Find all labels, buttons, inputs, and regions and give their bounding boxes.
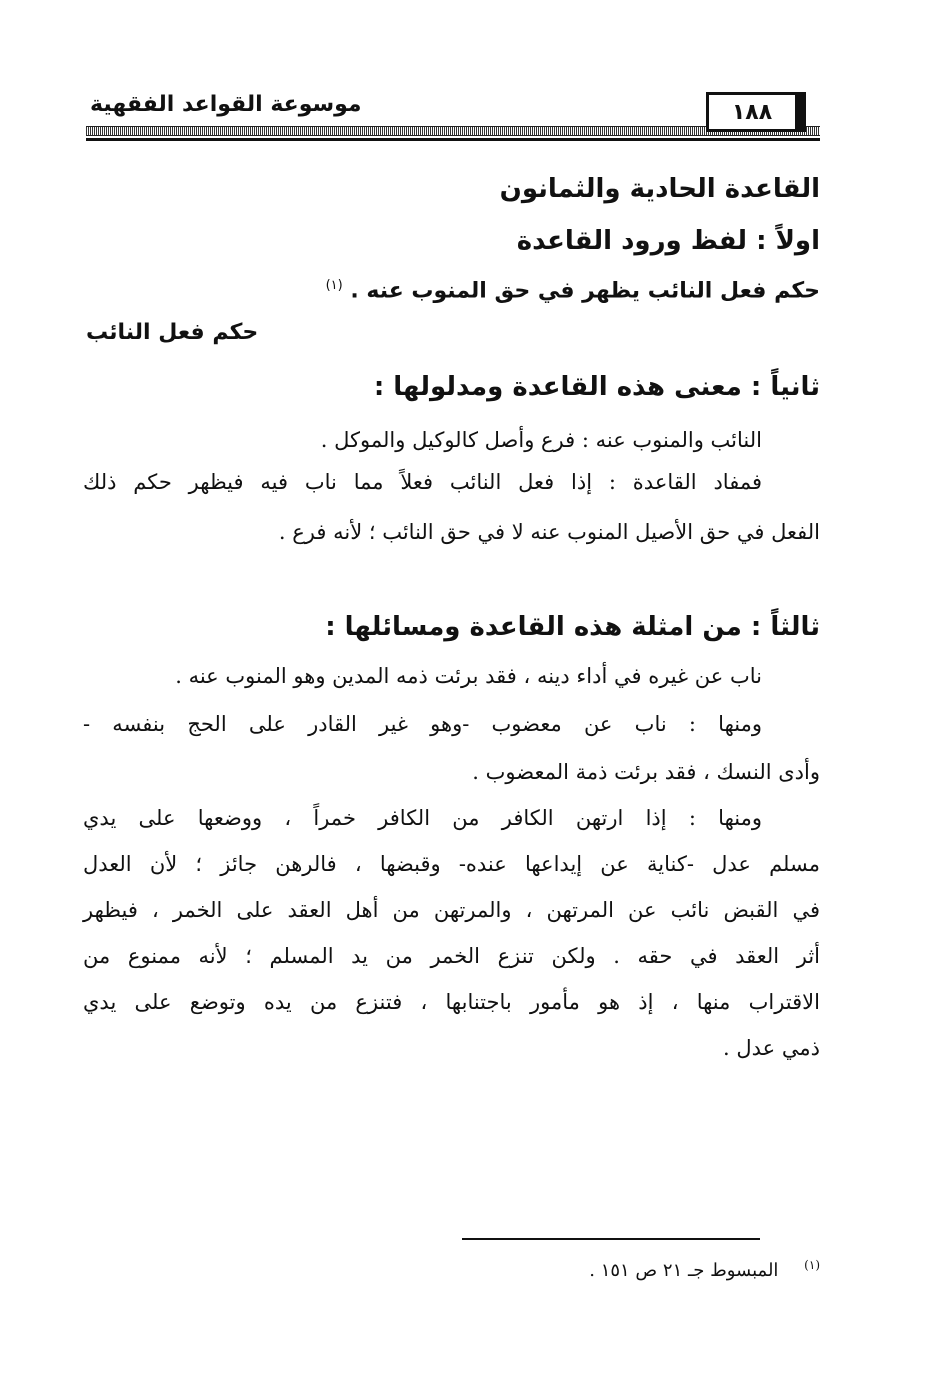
paragraph-line: أثر العقد في حقه . ولكن تنزع الخمر من يد المسلم ؛ لأنه ممنوع من xyxy=(83,944,820,968)
paragraph-line: في القبض نائب عن المرتهن ، والمرتهن من أهل العقد على الخمر ، فيظهر xyxy=(83,898,820,922)
book-title: موسوعة القواعد الفقهية xyxy=(90,92,362,117)
rule-short-form: حكم فعل النائب xyxy=(86,320,259,345)
page-number-box-shadow xyxy=(798,92,806,132)
paragraph-line: مسلم عدل -كناية عن إيداعها عنده- وقبضها ، فالرهن جائز ؛ لأن العدل xyxy=(83,852,820,876)
paragraph-line: ومنها : إذا ارتهن الكافر من الكافر خمراً ، ووضعها على يدي xyxy=(83,806,762,830)
rule-statement xyxy=(326,278,820,303)
paragraph-line: الفعل في حق الأصيل المنوب عنه لا في حق النائب ؛ لأنه فرع . xyxy=(278,520,820,544)
paragraph-line: ومنها : ناب عن معضوب -وهو غير القادر على الحج بنفسه - xyxy=(83,712,762,736)
section-2-heading: ثانياً : معنى هذه القاعدة ومدلولها : xyxy=(373,372,820,402)
header-rule xyxy=(86,138,820,141)
paragraph-line: وأدى النسك ، فقد برئت ذمة المعضوب . xyxy=(472,760,820,784)
section-1-heading: اولاً : لفظ ورود القاعدة xyxy=(516,226,820,256)
paragraph-line: الاقتراب منها ، إذ هو مأمور باجتنابها ، فتنزع من يده وتوضع على يدي xyxy=(83,990,820,1014)
footnote-separator xyxy=(462,1238,760,1240)
paragraph-line: النائب والمنوب عنه : فرع وأصل كالوكيل والموكل . xyxy=(320,428,762,452)
page-number: ١٨٨ xyxy=(706,92,798,132)
footnote-text: المبسوط جـ ٢١ ص ١٥١ . xyxy=(589,1260,779,1281)
footnote-reference: (١) xyxy=(325,278,343,293)
paragraph-line: ناب عن غيره في أداء دينه ، فقد برئت ذمه المدين وهو المنوب عنه . xyxy=(175,664,762,688)
footnote-mark: (١) xyxy=(804,1258,820,1272)
paragraph-line: فمفاد القاعدة : إذا فعل النائب فعلاً مما ناب فيه فيظهر حكم ذلك xyxy=(83,470,762,494)
rule-title: القاعدة الحادية والثمانون xyxy=(499,174,820,204)
footnote xyxy=(589,1258,820,1281)
running-header xyxy=(86,86,820,142)
section-3-heading: ثالثاً : من امثلة هذه القاعدة ومسائلها : xyxy=(325,612,820,642)
rule-statement-text: حكم فعل النائب يظهر في حق المنوب عنه . xyxy=(350,278,820,304)
paragraph-line: ذمي عدل . xyxy=(723,1036,820,1060)
